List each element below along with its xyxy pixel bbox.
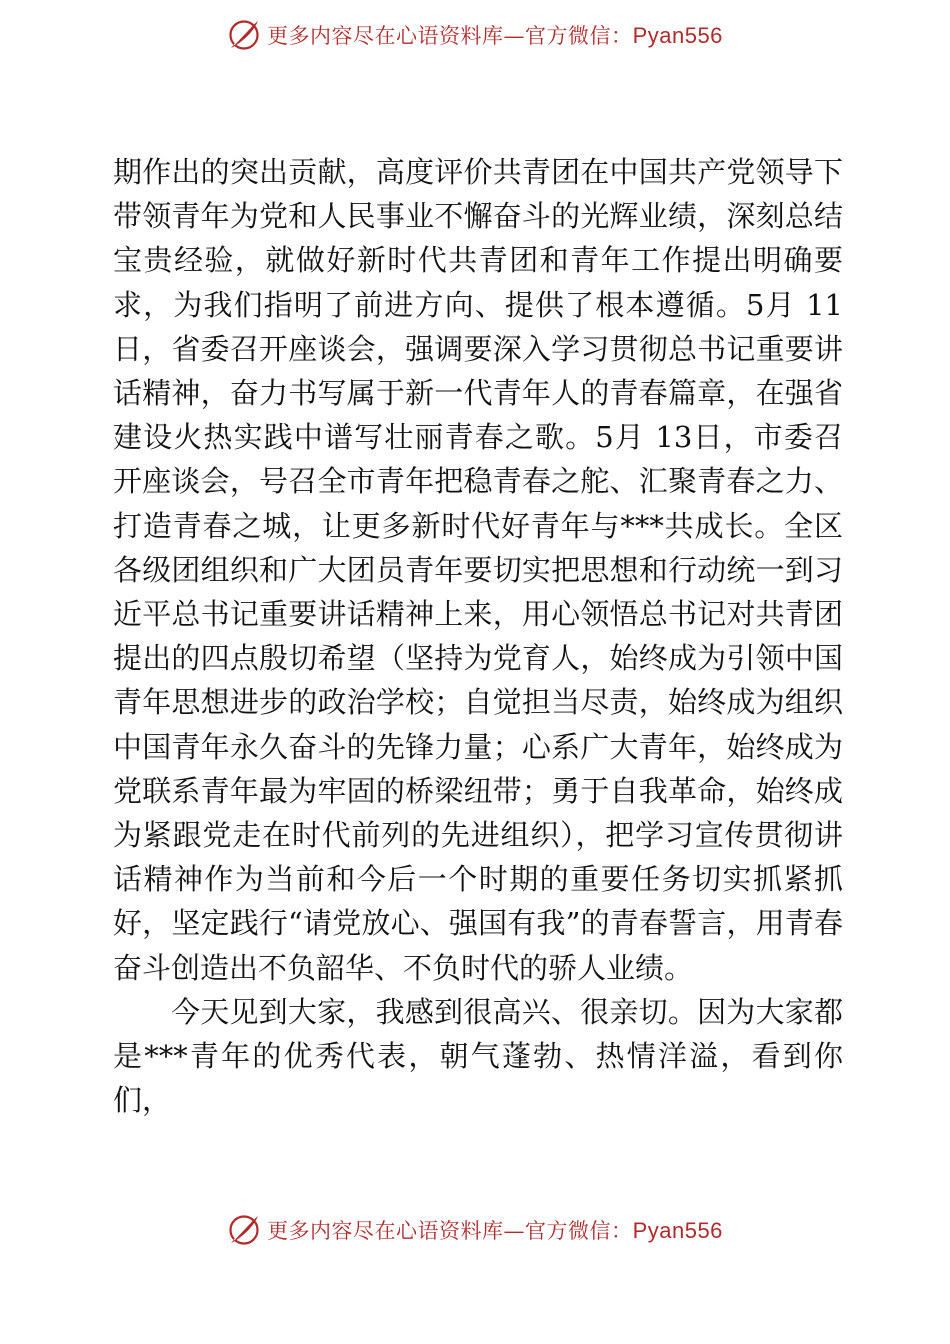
header-banner: [0, 15, 950, 55]
footer-promo: [267, 1215, 723, 1245]
footer-promo-text: 更多内容尽在心语资料库—官方微信：: [267, 1219, 633, 1243]
quill-pen-logo-icon: [227, 1213, 261, 1247]
paragraph-1: 期作出的突出贡献，高度评价共青团在中国共产党领导下带领青年为党和人民事业不懈奋斗的光辉业绩，深刻总结宝贵经验，就做好新时代共青团和青年工作提出明确要求，为我们指明了前进方向、提供了根本遵循。5月 11日，省委召开座谈会，强调要深入学习贯彻总书记重要讲话精神，奋力书写属于新一代青年人的青春篇章，在强省建设火热实践中谱写壮丽青春之歌。5月 13日，市委召开座谈会，号召全市青年把稳青春之舵、汇聚青春之力、打造青春之城，让更多新时代好青年与***共成长。全区各级团组织和广大团员青年要切实把思想和行动统一到习近平总书记重要讲话精神上来，用心领悟总书记对共青团提出的四点殷切希望（坚持为党育人，始终成为引领中国青年思想进步的政治学校；自觉担当尽责，始终成为组织中国青年永久奋斗的先锋力量；心系广大青年，始终成为党联系青年最为牢固的桥梁纽带；勇于自我革命，始终成为紧跟党走在时代前列的先进组织），把学习宣传贯彻讲话精神作为当前和今后一个时期的重要任务切实抓紧抓好，坚定践行“请党放心、强国有我”的青春誓言，用青春奋斗创造出不负韶华、不负时代的骄人业绩。: [113, 155, 843, 985]
header-promo-text: 更多内容尽在心语资料库—官方微信：: [267, 24, 633, 48]
footer-banner: [0, 1210, 950, 1250]
body-text: [113, 150, 843, 1122]
header-promo: [267, 20, 723, 50]
header-wechat-id: Pyan556: [632, 23, 723, 48]
footer-wechat-id: Pyan556: [632, 1218, 723, 1243]
paragraph-2: 今天见到大家，我感到很高兴、很亲切。因为大家都是***青年的优秀代表，朝气蓬勃、热情洋溢，看到你们，: [113, 994, 843, 1118]
quill-pen-logo-icon: [227, 18, 261, 52]
